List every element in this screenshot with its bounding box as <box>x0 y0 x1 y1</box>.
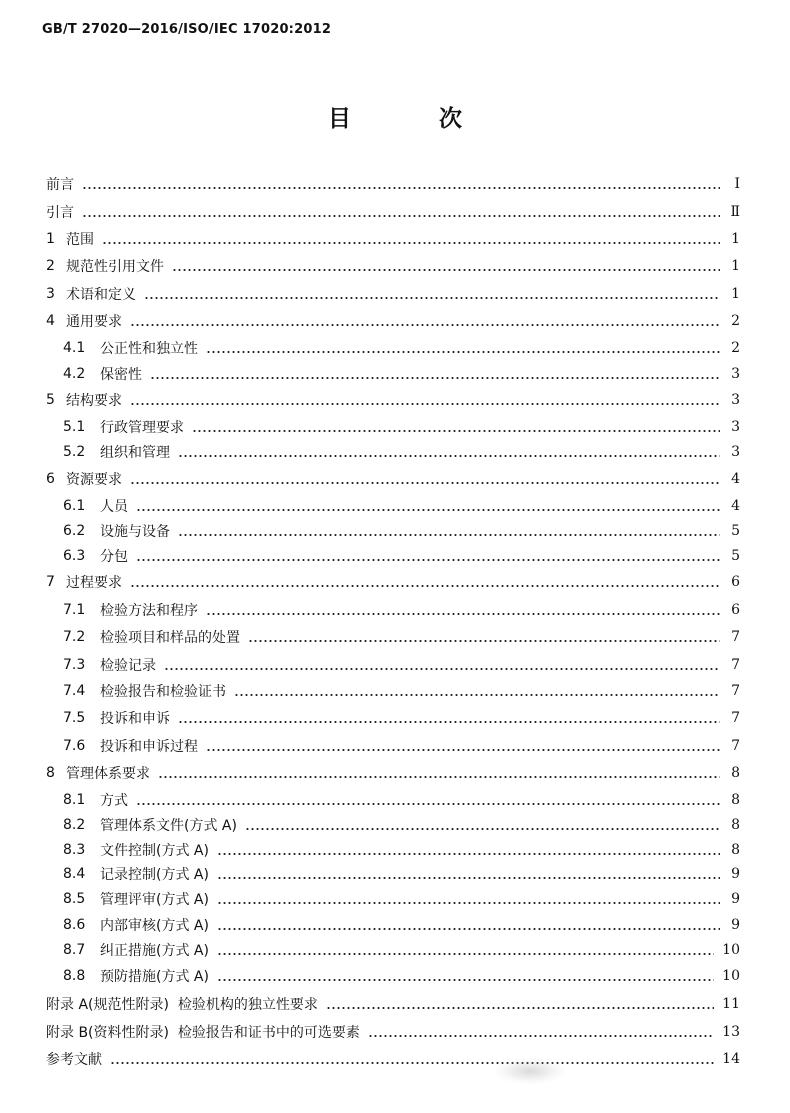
toc-entry-number: 3 <box>46 286 55 302</box>
toc-entry[interactable] <box>63 654 740 676</box>
toc-leader-dots <box>136 559 720 561</box>
toc-entry[interactable] <box>46 468 740 490</box>
toc-entry[interactable] <box>63 965 740 987</box>
toc-entry-number: 5.1 <box>63 419 86 435</box>
toc-entry[interactable] <box>46 173 740 195</box>
scan-smudge <box>495 1058 565 1084</box>
toc-entry[interactable] <box>63 416 740 438</box>
toc-entry-label: 文件控制(方式 A) <box>100 843 209 859</box>
toc-leader-dots <box>130 324 720 326</box>
toc-entry-number: 4 <box>46 313 55 329</box>
toc-leader-dots <box>217 979 714 981</box>
toc-entry-number: 2 <box>46 258 55 274</box>
toc-entry-page-number: 5 <box>731 523 740 539</box>
toc-leader-dots <box>217 928 720 930</box>
toc-leader-dots <box>178 534 720 536</box>
toc-entry-number: 7 <box>46 574 55 590</box>
toc-entry-label: 检验项目和样品的处置 <box>100 630 240 646</box>
toc-entry-label: 纠正措施(方式 A) <box>100 943 209 959</box>
toc-entry-label: 规范性引用文件 <box>66 259 164 275</box>
toc-entry-page-number: 1 <box>731 286 740 302</box>
toc-entry-label: 内部审核(方式 A) <box>100 918 209 934</box>
toc-leader-dots <box>130 585 720 587</box>
toc-entry-page-number: 7 <box>731 657 740 673</box>
toc-leader-dots <box>234 694 720 696</box>
toc-entry-page-number: 5 <box>731 548 740 564</box>
toc-entry-label: 引言 <box>46 205 74 221</box>
toc-entry-page-number: 4 <box>731 498 740 514</box>
toc-entry-number: 8.6 <box>63 917 86 933</box>
toc-entry-number: 6.2 <box>63 523 86 539</box>
toc-entry-label: 投诉和申诉过程 <box>100 739 198 755</box>
toc-entry-number: 7.5 <box>63 710 86 726</box>
toc-entry-page-number: 1 <box>731 231 740 247</box>
toc-entry[interactable] <box>46 1048 740 1070</box>
toc-leader-dots <box>82 187 720 189</box>
toc-entry-page-number: 14 <box>722 1051 740 1067</box>
toc-entry-label: 管理体系要求 <box>66 766 150 782</box>
toc-leader-dots <box>217 953 714 955</box>
toc-entry-label: 行政管理要求 <box>100 420 184 436</box>
toc-entry-page-number: 10 <box>722 968 740 984</box>
toc-entry[interactable] <box>63 789 740 811</box>
toc-entry[interactable] <box>63 680 740 702</box>
toc-entry-label: 投诉和申诉 <box>100 711 170 727</box>
toc-entry-page-number: 6 <box>731 574 740 590</box>
toc-leader-dots <box>217 877 720 879</box>
toc-entry-label: 附录 A(规范性附录) 检验机构的独立性要求 <box>46 997 318 1013</box>
toc-entry[interactable] <box>63 545 740 567</box>
toc-entry-page-number: 13 <box>722 1024 740 1040</box>
toc-entry-page-number: 3 <box>731 444 740 460</box>
toc-leader-dots <box>206 351 720 353</box>
toc-entry[interactable] <box>63 520 740 542</box>
toc-entry[interactable] <box>46 993 740 1015</box>
toc-entry-page-number: 2 <box>731 340 740 356</box>
toc-entry-number: 8.4 <box>63 866 86 882</box>
toc-entry-label: 人员 <box>100 499 128 515</box>
toc-entry-label: 过程要求 <box>66 575 122 591</box>
toc-entry-label: 前言 <box>46 177 74 193</box>
toc-entry-number: 5.2 <box>63 444 86 460</box>
toc-entry-number: 6.1 <box>63 498 86 514</box>
toc-entry[interactable] <box>63 599 740 621</box>
toc-entry-page-number: Ⅱ <box>730 204 740 220</box>
toc-entry-label: 设施与设备 <box>100 524 170 540</box>
toc-entry-label: 分包 <box>100 549 128 565</box>
toc-entry-label: 预防措施(方式 A) <box>100 969 209 985</box>
toc-leader-dots <box>206 613 720 615</box>
toc-entry-label: 附录 B(资料性附录) 检验报告和证书中的可选要素 <box>46 1025 360 1041</box>
toc-entry-number: 7.6 <box>63 738 86 754</box>
toc-entry-page-number: 7 <box>731 710 740 726</box>
toc-entry[interactable] <box>46 1021 740 1043</box>
toc-entry[interactable] <box>63 441 740 463</box>
toc-entry-page-number: 7 <box>731 738 740 754</box>
toc-entry-number: 7.2 <box>63 629 86 645</box>
toc-entry-label: 检验记录 <box>100 658 156 674</box>
toc-entry[interactable] <box>46 228 740 250</box>
toc-entry-label: 通用要求 <box>66 314 122 330</box>
toc-entry-label: 检验方法和程序 <box>100 603 198 619</box>
toc-leader-dots <box>82 215 720 217</box>
toc-entry-number: 8.5 <box>63 891 86 907</box>
toc-entry[interactable] <box>46 255 740 277</box>
toc-entry-page-number: 8 <box>731 765 740 781</box>
toc-entry-page-number: 11 <box>722 996 740 1012</box>
toc-leader-dots <box>192 430 720 432</box>
toc-entry-page-number: 9 <box>731 866 740 882</box>
toc-entry-label: 检验报告和检验证书 <box>100 684 226 700</box>
toc-entry[interactable] <box>46 201 740 223</box>
toc-entry[interactable] <box>63 495 740 517</box>
toc-entry-number: 8.7 <box>63 942 86 958</box>
toc-entry-label: 参考文献 <box>46 1052 102 1068</box>
toc-entry-page-number: 7 <box>731 629 740 645</box>
page-title: 目 次 <box>327 106 502 132</box>
toc-entry-label: 管理评审(方式 A) <box>100 892 209 908</box>
toc-entry-number: 1 <box>46 231 55 247</box>
toc-entry-page-number: 3 <box>731 392 740 408</box>
toc-entry[interactable] <box>46 571 740 593</box>
toc-leader-dots <box>136 509 720 511</box>
toc-entry-page-number: 7 <box>731 683 740 699</box>
toc-entry-number: 6.3 <box>63 548 86 564</box>
toc-leader-dots <box>248 640 720 642</box>
toc-leader-dots <box>245 828 720 830</box>
toc-leader-dots <box>110 1062 714 1064</box>
toc-entry-number: 5 <box>46 392 55 408</box>
toc-entry[interactable] <box>63 888 740 910</box>
toc-entry-label: 保密性 <box>100 367 142 383</box>
toc-leader-dots <box>368 1035 714 1037</box>
toc-leader-dots <box>158 776 720 778</box>
toc-entry[interactable] <box>63 839 740 861</box>
toc-entry-page-number: 8 <box>731 842 740 858</box>
toc-entry-page-number: 6 <box>731 602 740 618</box>
toc-entry-number: 8.1 <box>63 792 86 808</box>
toc-entry-label: 公正性和独立性 <box>100 341 198 357</box>
toc-leader-dots <box>206 749 720 751</box>
toc-entry[interactable] <box>63 337 740 359</box>
standard-code-header: GB/T 27020—2016/ISO/IEC 17020:2012 <box>42 22 332 37</box>
toc-leader-dots <box>178 721 720 723</box>
toc-entry[interactable] <box>63 363 740 385</box>
toc-entry-page-number: 2 <box>731 313 740 329</box>
toc-entry-page-number: 1 <box>731 258 740 274</box>
toc-entry-number: 8.2 <box>63 817 86 833</box>
toc-entry[interactable] <box>46 310 740 332</box>
toc-entry[interactable] <box>46 762 740 784</box>
toc-entry-number: 8.8 <box>63 968 86 984</box>
toc-entry[interactable] <box>63 707 740 729</box>
toc-leader-dots <box>130 482 720 484</box>
toc-leader-dots <box>144 297 720 299</box>
toc-entry-page-number: 8 <box>731 792 740 808</box>
toc-entry-page-number: 8 <box>731 817 740 833</box>
toc-entry[interactable] <box>63 814 740 836</box>
toc-entry-page-number: 10 <box>722 942 740 958</box>
toc-entry[interactable] <box>63 939 740 961</box>
toc-entry-label: 范围 <box>66 232 94 248</box>
toc-entry-number: 7.4 <box>63 683 86 699</box>
toc-entry-number: 4.1 <box>63 340 86 356</box>
toc-entry[interactable] <box>63 863 740 885</box>
toc-entry-label: 方式 <box>100 793 128 809</box>
toc-entry-label: 资源要求 <box>66 472 122 488</box>
toc-leader-dots <box>102 242 720 244</box>
toc-entry-number: 4.2 <box>63 366 86 382</box>
toc-leader-dots <box>130 403 720 405</box>
toc-entry-page-number: Ⅰ <box>734 176 740 192</box>
toc-entry-page-number: 9 <box>731 917 740 933</box>
toc-leader-dots <box>217 902 720 904</box>
toc-entry-page-number: 3 <box>731 366 740 382</box>
toc-entry-label: 管理体系文件(方式 A) <box>100 818 237 834</box>
toc-entry-number: 8.3 <box>63 842 86 858</box>
toc-entry-number: 6 <box>46 471 55 487</box>
toc-entry[interactable] <box>63 735 740 757</box>
toc-entry-number: 7.3 <box>63 657 86 673</box>
toc-leader-dots <box>136 803 720 805</box>
toc-entry-label: 结构要求 <box>66 393 122 409</box>
toc-entry-label: 组织和管理 <box>100 445 170 461</box>
toc-entry[interactable] <box>63 626 740 648</box>
toc-entry-page-number: 9 <box>731 891 740 907</box>
toc-entry-page-number: 4 <box>731 471 740 487</box>
toc-leader-dots <box>150 377 720 379</box>
toc-entry[interactable] <box>46 283 740 305</box>
toc-entry-number: 7.1 <box>63 602 86 618</box>
toc-leader-dots <box>326 1007 714 1009</box>
toc-entry-label: 术语和定义 <box>66 287 136 303</box>
toc-leader-dots <box>172 269 720 271</box>
toc-leader-dots <box>164 668 720 670</box>
toc-entry-page-number: 3 <box>731 419 740 435</box>
toc-leader-dots <box>178 455 720 457</box>
toc-entry-label: 记录控制(方式 A) <box>100 867 209 883</box>
toc-entry[interactable] <box>63 914 740 936</box>
toc-entry[interactable] <box>46 389 740 411</box>
toc-leader-dots <box>217 853 720 855</box>
toc-entry-number: 8 <box>46 765 55 781</box>
